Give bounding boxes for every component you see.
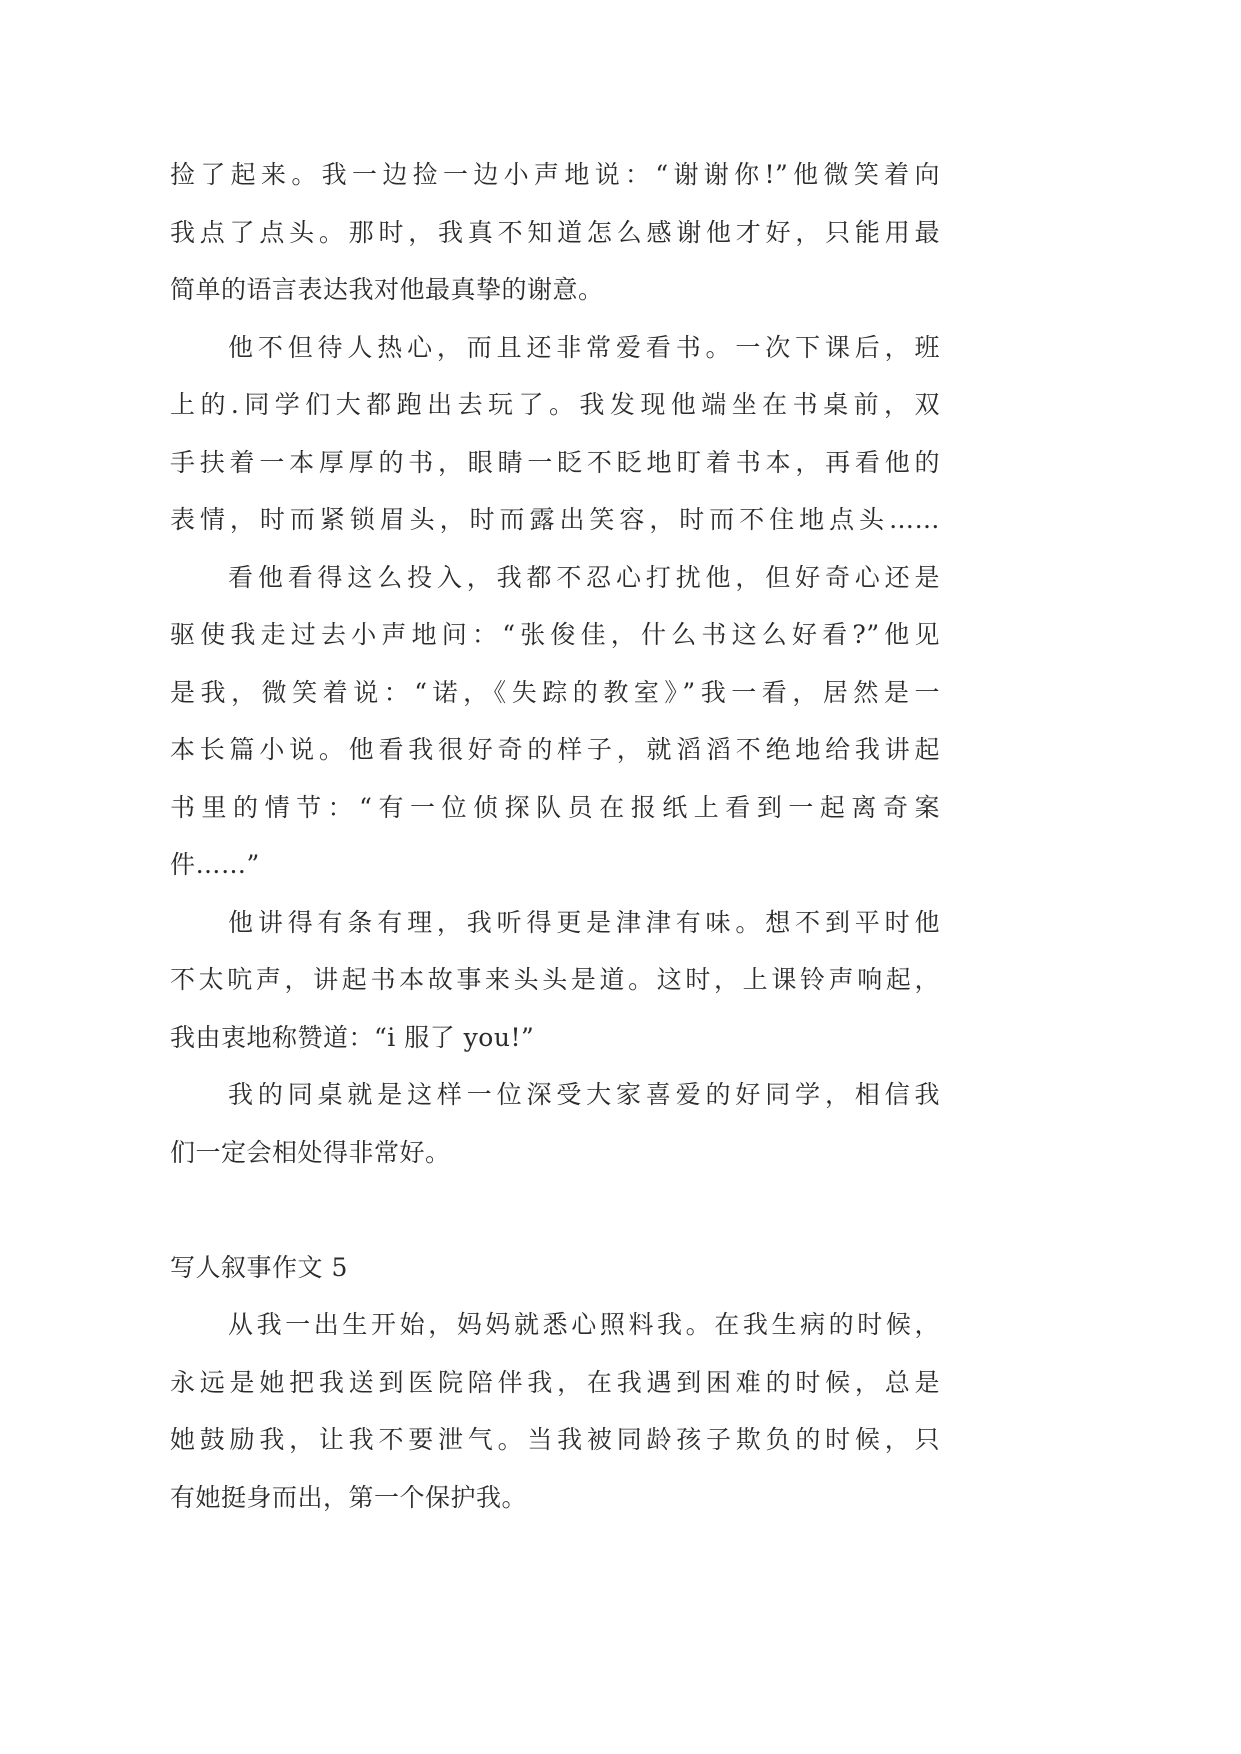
- paragraph-gap: [170, 1181, 940, 1239]
- section-heading: 写人叙事作文 5: [170, 1252, 348, 1282]
- text-line: 不太吭声，讲起书本故事来头头是道。这时，上课铃声响起，: [170, 965, 940, 994]
- text-line: 她鼓励我，让我不要泄气。当我被同龄孩子欺负的时候，只: [170, 1425, 940, 1454]
- text-line: 我由衷地称赞道：“i 服了 you!”: [170, 1022, 535, 1052]
- text-line: 手扶着一本厚厚的书，眼睛一眨不眨地盯着书本，再看他的: [170, 447, 940, 477]
- body-text-section-1: [170, 146, 940, 1181]
- text-line: 我的同桌就是这样一位深受大家喜爱的好同学，相信我: [228, 1080, 940, 1109]
- text-line: 捡了起来。我一边捡一边小声地说：“谢谢你!”他微笑着向: [170, 160, 940, 189]
- text-line: 永远是她把我送到医院陪伴我，在我遇到困难的时候，总是: [170, 1367, 940, 1397]
- text-line: 们一定会相处得非常好。: [170, 1137, 451, 1167]
- text-line: 我点了点头。那时，我真不知道怎么感谢他才好，只能用最: [170, 217, 940, 247]
- text-line: 书里的情节：“有一位侦探队员在报纸上看到一起离奇案: [170, 792, 940, 822]
- text-line: 他不但待人热心，而且还非常爱看书。一次下课后，班: [228, 332, 940, 362]
- text-line: 看他看得这么投入，我都不忍心打扰他，但好奇心还是: [228, 562, 940, 592]
- text-line: 有她挺身而出，第一个保护我。: [170, 1482, 528, 1512]
- text-line: 是我，微笑着说：“诺，《失踪的教室》”我一看，居然是一: [170, 677, 940, 707]
- body-text-section-2: [170, 1296, 940, 1526]
- text-line: 他讲得有条有理，我听得更是津津有味。想不到平时他: [228, 907, 940, 937]
- text-line: 从我一出生开始，妈妈就悉心照料我。在我生病的时候，: [228, 1310, 940, 1339]
- text-line: 本长篇小说。他看我很好奇的样子，就滔滔不绝地给我讲起: [170, 735, 940, 764]
- text-line: 简单的语言表达我对他最真挚的谢意。: [170, 275, 604, 304]
- document-page: [170, 146, 940, 1526]
- text-line: 驱使我走过去小声地问：“张俊佳，什么书这么好看?”他见: [170, 620, 940, 649]
- text-line: 表情，时而紧锁眉头，时而露出笑容，时而不住地点头……: [170, 505, 940, 534]
- text-line: 上的.同学们大都跑出去玩了。我发现他端坐在书桌前，双: [170, 390, 940, 419]
- text-line: 件……”: [170, 850, 260, 879]
